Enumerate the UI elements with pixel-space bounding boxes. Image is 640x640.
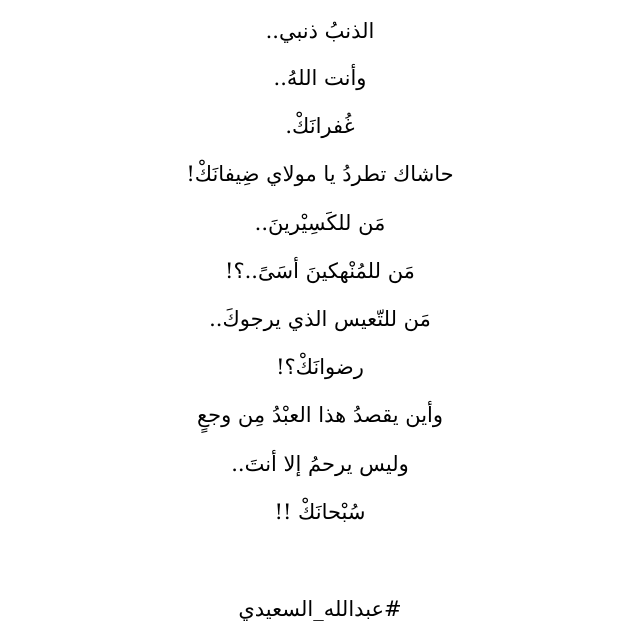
poem-line-6: مَن للمُنْهكينَ أسَىً..؟! <box>225 259 415 283</box>
poem-line-11: سُبْحانَكْ !! <box>274 500 366 524</box>
poem-line-4: حاشاك تطردُ يا مولاي ضِيفانَكْ! <box>186 162 454 186</box>
author-hashtag: #عبدالله_السعيدي <box>238 597 402 621</box>
poem-line-5: مَن للكَسِيْرينَ.. <box>254 211 386 235</box>
poem-line-3: غُفرانَكْ. <box>285 114 355 138</box>
poem-line-10: وليس يرحمُ إلا أنتَ.. <box>231 452 409 476</box>
poem-line-1: الذنبُ ذنبي.. <box>265 19 375 43</box>
poem-line-2: وأنت اللهُ.. <box>273 66 367 90</box>
poem-line-7: مَن للتّعيس الذي يرجوكَ.. <box>209 307 431 331</box>
poem-line-9: وأين يقصدُ هذا العبْدُ مِن وجعٍ <box>196 403 444 427</box>
poem-line-8: رضوانَكْ؟! <box>276 355 364 379</box>
